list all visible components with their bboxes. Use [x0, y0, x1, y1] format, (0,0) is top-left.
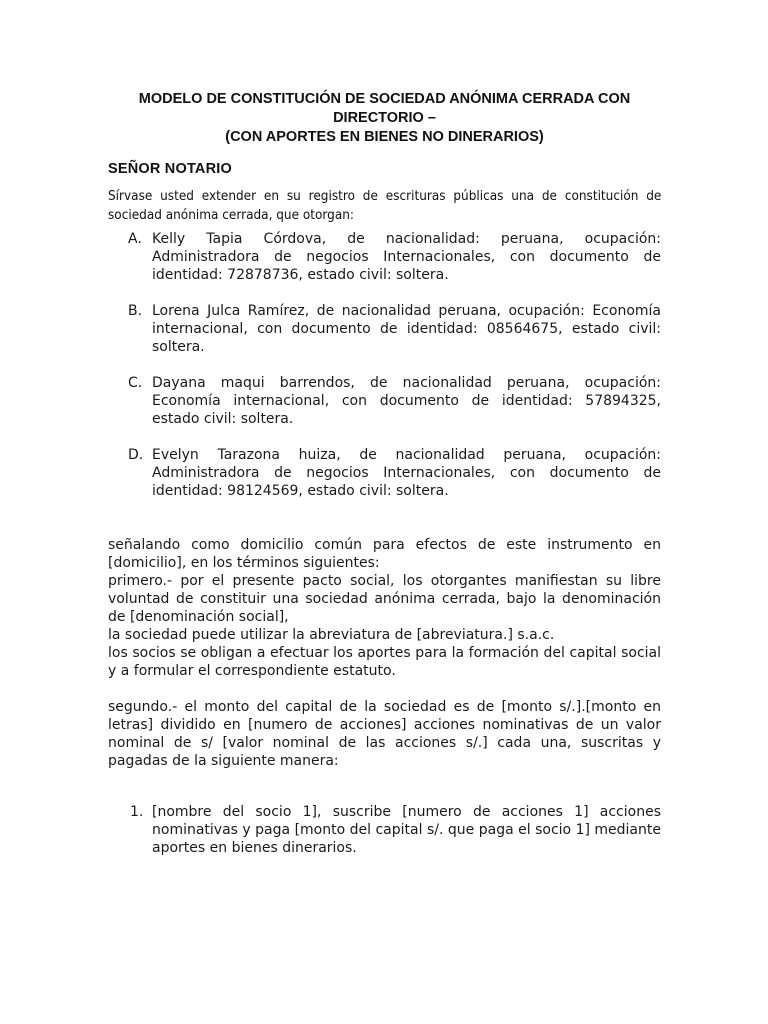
list-marker: C. [128, 375, 143, 391]
shares-list [108, 803, 661, 857]
share-text: [nombre del socio 1], suscribe [numero de acciones 1] acciones nominativas y paga [monto del capital s/. que paga el socio 1] mediante aportes en bienes dinerarios. [152, 804, 661, 856]
intro-paragraph: Sírvase usted extender en su registro de escrituras públicas una de constitución de sociedad anónima cerrada, que otorgan: [108, 189, 662, 223]
list-item [108, 374, 661, 428]
paragraph-domicilio: señalando como domicilio común para efectos de este instrumento en [domicilio], en los términos siguientes: [108, 537, 661, 571]
list-item [108, 302, 661, 356]
title-line-3: (CON APORTES EN BIENES NO DINERARIOS) [225, 129, 544, 145]
body-paragraphs [108, 536, 661, 680]
document-page [108, 90, 661, 857]
person-text: Dayana maqui barrendos, de nacionalidad peruana, ocupación: Economía internacional, con documento de identidad: 57894325, estado civil: soltera. [152, 375, 661, 427]
title-line-2: DIRECTORIO – [333, 110, 436, 126]
recipient-heading: SEÑOR NOTARIO [108, 161, 232, 177]
person-text: Evelyn Tarazona huiza, de nacionalidad peruana, ocupación: Administradora de negocios Internacionales, con documento de identidad: 98124569, estado civil: soltera. [152, 447, 661, 499]
list-marker: B. [128, 303, 143, 319]
person-text: Lorena Julca Ramírez, de nacionalidad peruana, ocupación: Economía internacional, con documento de identidad: 08564675, estado civil: soltera. [152, 303, 661, 355]
paragraph-primero: primero.- por el presente pacto social, los otorgantes manifiestan su libre voluntad de constituir una sociedad anónima cerrada, bajo la denominación de [denominación social], [108, 573, 661, 625]
list-marker: 1. [130, 804, 144, 820]
persons-list [108, 230, 661, 500]
document-title [108, 90, 661, 147]
list-marker: A. [128, 231, 142, 247]
list-marker: D. [128, 447, 144, 463]
title-line-1: MODELO DE CONSTITUCIÓN DE SOCIEDAD ANÓNIMA CERRADA CON [138, 91, 631, 107]
list-item [108, 803, 661, 857]
paragraph-segundo: segundo.- el monto del capital de la sociedad es de [monto s/.].[monto en letras] dividido en [numero de acciones] acciones nominativas de un valor nominal de s/ [valor nominal de las acciones s/.] cada una, suscritas y pagadas de la siguiente manera: [108, 699, 661, 769]
paragraph-aportes: los socios se obligan a efectuar los aportes para la formación del capital social y a formular el correspondiente estatuto. [108, 645, 661, 679]
list-item [108, 230, 661, 284]
paragraph-abreviatura: la sociedad puede utilizar la abreviatura de [abreviatura.] s.a.c. [108, 627, 555, 643]
person-text: Kelly Tapia Córdova, de nacionalidad: peruana, ocupación: Administradora de negocios Internacionales, con documento de identidad: 72878736, estado civil: soltera. [152, 231, 661, 283]
list-item [108, 446, 661, 500]
